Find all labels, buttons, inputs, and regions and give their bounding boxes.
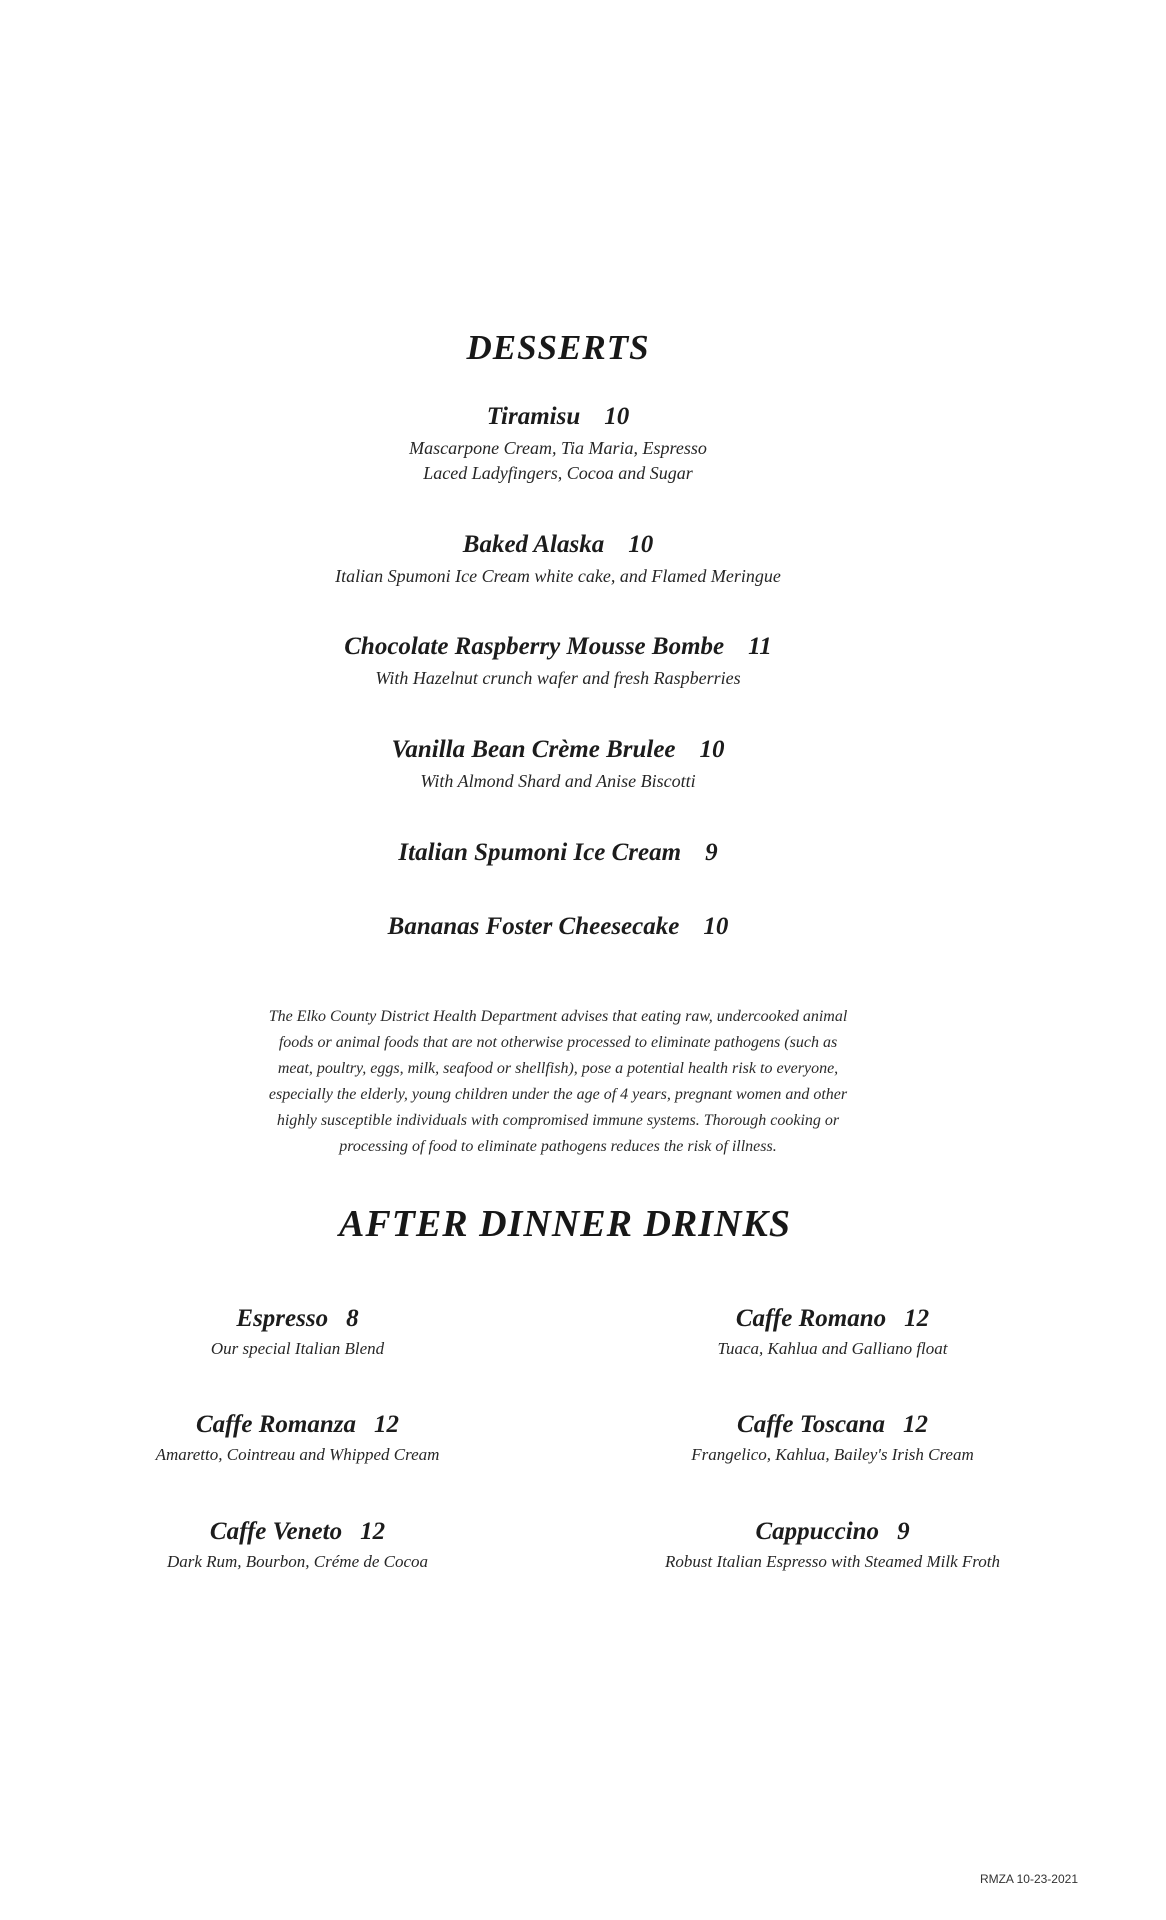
menu-item-baked-alaska (58, 530, 1058, 589)
item-description-line: Dark Rum, Bourbon, Créme de Cocoa (166, 1551, 429, 1571)
item-name: Vanilla Bean Crème Brulee (391, 736, 676, 764)
item-price: 9 (705, 839, 718, 867)
disclaimer-line: especially the elderly, young children under the age of 4 years, pregnant women and other (268, 1085, 848, 1103)
disclaimer-line: processing of food to eliminate pathogens reduces the risk of illness. (339, 1137, 777, 1155)
item-heading (58, 402, 1058, 432)
drink-item-caffe-romanza (30, 1410, 565, 1466)
item-name: Caffe Toscana (737, 1411, 885, 1439)
item-price: 10 (703, 913, 729, 941)
item-description-line: With Almond Shard and Anise Biscotti (420, 771, 696, 792)
item-price: 12 (902, 1411, 928, 1439)
item-heading (565, 1304, 1100, 1334)
item-description-line: Tuaca, Kahlua and Galliano float (717, 1339, 948, 1358)
drink-item-cappuccino (565, 1517, 1100, 1573)
health-disclaimer (218, 1004, 898, 1159)
after-dinner-drinks-section (30, 1202, 1100, 1623)
drinks-columns (30, 1304, 1100, 1623)
item-description-line: Laced Ladyfingers, Cocoa and Sugar (423, 462, 693, 483)
item-name: Caffe Veneto (209, 1517, 343, 1545)
item-heading (30, 1517, 565, 1547)
drinks-right-column (565, 1304, 1100, 1623)
item-price: 8 (346, 1305, 359, 1332)
desserts-section (58, 328, 1058, 1160)
item-price: 10 (628, 530, 654, 558)
item-description-line: Mascarpone Cream, Tia Maria, Espresso (409, 438, 707, 458)
item-heading (30, 1304, 565, 1334)
item-name: Tiramisu (486, 403, 581, 430)
item-description-line: Our special Italian Blend (210, 1339, 385, 1358)
item-name: Bananas Foster Cheesecake (387, 913, 680, 941)
item-name: Chocolate Raspberry Mousse Bombe (344, 633, 725, 661)
menu-item-chocolate-raspberry-mousse-bombe (58, 632, 1058, 691)
drink-item-caffe-toscana (565, 1410, 1100, 1466)
item-name: Italian Spumoni Ice Cream (398, 839, 682, 867)
item-name: Caffe Romano (735, 1305, 887, 1332)
item-heading (565, 1410, 1100, 1440)
disclaimer-line: foods or animal foods that are not otherwise processed to eliminate pathogens (such as (278, 1034, 838, 1052)
item-price: 12 (904, 1305, 930, 1332)
item-price: 10 (699, 736, 725, 764)
item-heading (58, 912, 1058, 942)
disclaimer-line: The Elko County District Health Department advises that eating raw, undercooked animal (268, 1008, 848, 1026)
item-description-line: Italian Spumoni Ice Cream white cake, and Flamed Meringue (335, 565, 781, 586)
drink-item-espresso (30, 1304, 565, 1360)
item-price: 12 (360, 1517, 386, 1545)
item-description-line: With Hazelnut crunch wafer and fresh Raspberries (375, 668, 741, 689)
item-price: 12 (373, 1411, 399, 1439)
disclaimer-line: meat, poultry, eggs, milk, seafood or shellfish), pose a potential health risk to everyone, (277, 1059, 839, 1077)
desserts-title: DESSERTS (466, 328, 650, 367)
menu-item-italian-spumoni-ice-cream (58, 838, 1058, 868)
item-name: Caffe Romanza (196, 1411, 356, 1439)
item-heading (58, 838, 1058, 868)
footer-revision-code: RMZA 10-23-2021 (979, 1872, 1078, 1886)
menu-item-tiramisu (58, 402, 1058, 486)
item-price: 9 (897, 1517, 910, 1545)
item-name: Baked Alaska (462, 530, 605, 558)
item-name: Espresso (236, 1305, 329, 1332)
item-description-line: Frangelico, Kahlua, Bailey's Irish Cream (691, 1445, 974, 1465)
disclaimer-line: highly susceptible individuals with compromised immune systems. Thorough cooking or (276, 1111, 840, 1129)
drink-item-caffe-romano (565, 1304, 1100, 1360)
item-heading (565, 1517, 1100, 1547)
item-description-line: Amaretto, Cointreau and Whipped Cream (155, 1445, 440, 1465)
after-dinner-drinks-title: AFTER DINNER DRINKS (339, 1203, 791, 1245)
item-heading (58, 735, 1058, 765)
item-heading (58, 530, 1058, 560)
item-heading (30, 1410, 565, 1440)
drinks-left-column (30, 1304, 565, 1623)
item-name: Cappuccino (755, 1517, 880, 1545)
menu-item-vanilla-bean-creme-brulee (58, 735, 1058, 794)
item-price: 11 (748, 633, 772, 661)
item-description-line: Robust Italian Espresso with Steamed Milk Froth (665, 1551, 1000, 1571)
item-price: 10 (604, 403, 630, 430)
drink-item-caffe-veneto (30, 1517, 565, 1573)
menu-item-bananas-foster-cheesecake (58, 912, 1058, 942)
item-heading (58, 632, 1058, 662)
